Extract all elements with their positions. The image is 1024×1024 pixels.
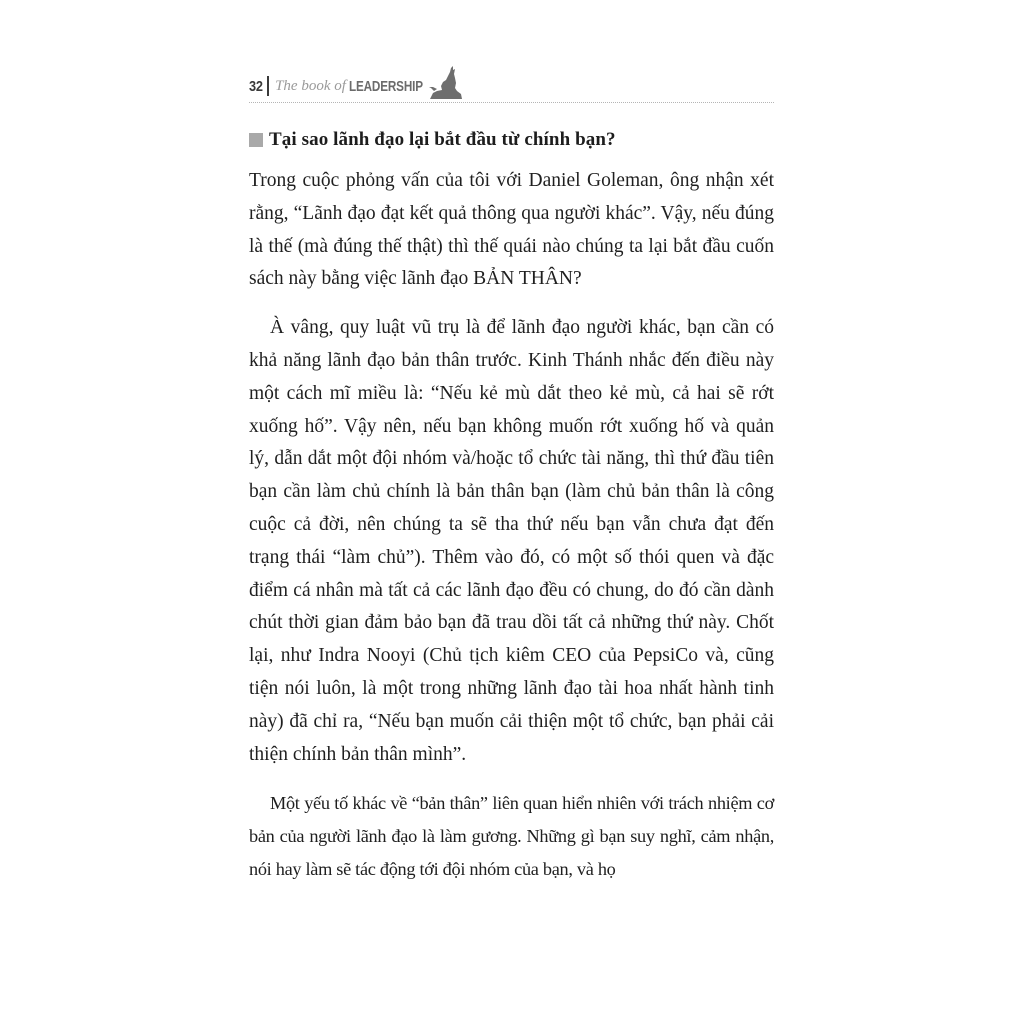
section-heading	[249, 129, 774, 151]
running-header	[249, 66, 774, 100]
book-page	[249, 66, 774, 886]
book-title-prefix: The book of	[275, 78, 346, 94]
page-number: 32	[249, 78, 263, 95]
header-rule	[249, 102, 774, 103]
paragraph-3: Một yếu tố khác về “bản thân” liên quan hiển nhiên với trách nhiệm cơ bản của người lãnh đạo là làm gương. Những gì bạn suy nghĩ, cảm nhận, nói hay làm sẽ tác động tới đội nhóm của bạn, và họ	[249, 793, 774, 879]
section-heading-text: Tại sao lãnh đạo lại bắt đầu từ chính bạn?	[269, 129, 616, 150]
header-separator	[267, 76, 269, 96]
howling-wolf-icon	[428, 66, 462, 100]
book-title-main: LEADERSHIP	[348, 78, 423, 95]
heading-square-marker	[249, 133, 263, 147]
paragraph-1: Trong cuộc phỏng vấn của tôi với Daniel Goleman, ông nhận xét rằng, “Lãnh đạo đạt kết quả thông qua người khác”. Vậy, nếu đúng là thế (mà đúng thế thật) thì thế quái nào chúng ta lại bắt đầu cuốn sách này bằng việc lãnh đạo BẢN THÂN?	[249, 170, 774, 290]
paragraph-2: À vâng, quy luật vũ trụ là để lãnh đạo người khác, bạn cần có khả năng lãnh đạo bản thân trước. Kinh Thánh nhắc đến điều này một cách mĩ miều là: “Nếu kẻ mù dắt theo kẻ mù, cả hai sẽ rớt xuống hố”. Vậy nên, nếu bạn không muốn rớt xuống hố và quản lý, dẫn dắt một đội nhóm và/hoặc tổ chức tài năng, thì thứ đầu tiên bạn cần làm chủ chính là bản thân bạn (làm chủ bản thân là công cuộc cả đời, nên chúng ta sẽ tha thứ nếu bạn vẫn chưa đạt đến trạng thái “làm chủ”). Thêm vào đó, có một số thói quen và đặc điểm cá nhân mà tất cả các lãnh đạo đều có chung, do đó cần dành chút thời gian đảm bảo bạn đã trau dồi tất cả những thứ này. Chốt lại, như Indra Nooyi (Chủ tịch kiêm CEO của PepsiCo và, cũng tiện nói luôn, là một trong những lãnh đạo tài hoa nhất hành tinh này) đã chỉ ra, “Nếu bạn muốn cải thiện một tổ chức, bạn phải cải thiện chính bản thân mình”.	[249, 317, 774, 765]
